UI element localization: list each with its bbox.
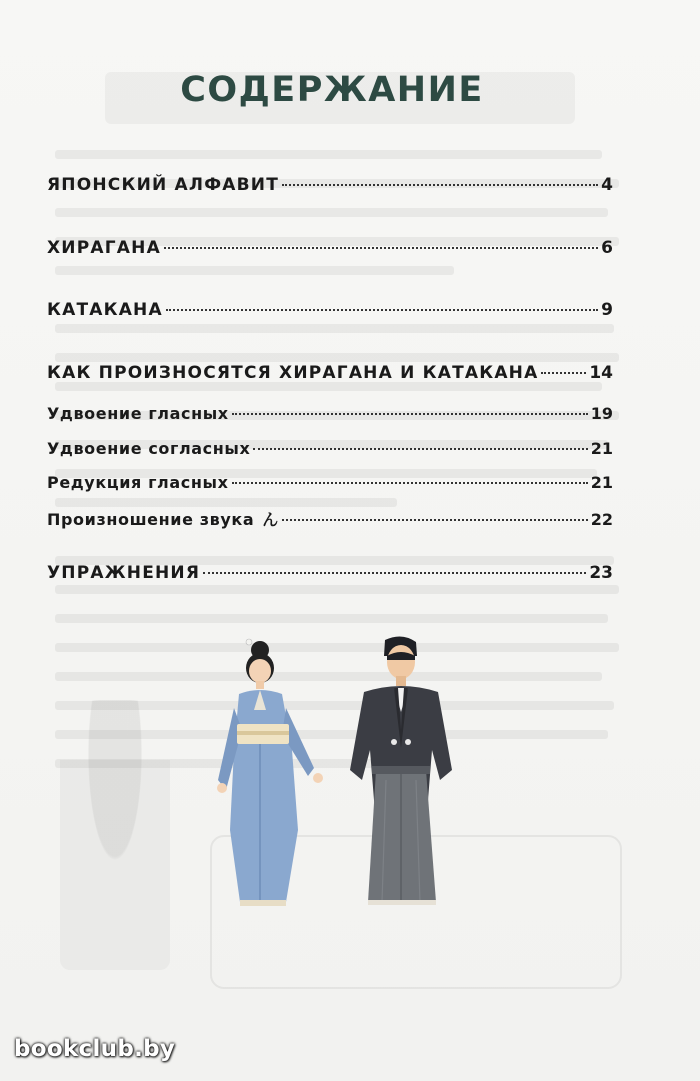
toc-entry-katakana[interactable] (47, 300, 613, 320)
toc-entry-page: 6 (601, 238, 613, 258)
toc-entry-label: УПРАЖНЕНИЯ (47, 563, 201, 583)
toc-entry-label: КАК ПРОИЗНОСЯТСЯ ХИРАГАНА И КАТАКАНА (47, 363, 539, 383)
man-in-hakama-illustration (350, 636, 452, 905)
toc-entry-label: Удвоение согласных (47, 439, 251, 458)
toc-entry-page: 22 (590, 510, 613, 529)
toc-entry-hiragana[interactable] (47, 238, 613, 258)
woman-in-kimono-illustration (217, 639, 323, 906)
toc-entry-n-sound[interactable] (47, 507, 613, 530)
dot-leader (253, 448, 587, 450)
dot-leader (166, 309, 598, 311)
toc-entry-label: КАТАКАНА (47, 300, 163, 320)
toc-entry-japanese-alphabet[interactable] (47, 175, 613, 195)
toc-entry-label: Удвоение гласных (47, 404, 229, 423)
dot-leader (164, 247, 598, 249)
show-through-figure (60, 700, 170, 970)
dot-leader (282, 184, 598, 186)
toc-entry-exercises[interactable] (47, 563, 613, 583)
couple-illustration (212, 630, 472, 915)
toc-entry-vowel-reduction[interactable] (47, 473, 613, 492)
dot-leader (541, 372, 586, 374)
toc-entry-page: 21 (590, 439, 613, 458)
dot-leader (203, 572, 586, 574)
toc-entry-label: ЯПОНСКИЙ АЛФАВИТ (47, 175, 280, 195)
toc-entry-page: 21 (590, 473, 613, 492)
toc-entry-consonant-doubling[interactable] (47, 439, 613, 458)
dot-leader (232, 413, 588, 415)
page-title: СОДЕРЖАНИЕ (180, 70, 484, 110)
dot-leader (282, 519, 588, 521)
toc-entry-page: 9 (601, 300, 613, 320)
watermark: bookclub.by (14, 1036, 176, 1062)
toc-entry-label: ХИРАГАНА (47, 238, 161, 258)
kana-n-glyph: ん (262, 510, 279, 529)
toc-entry-page: 19 (590, 404, 613, 423)
toc-entry-page: 4 (601, 175, 613, 195)
toc-entry-page: 23 (589, 563, 613, 583)
toc-entry-pronunciation[interactable] (47, 363, 613, 383)
toc-entry-page: 14 (589, 363, 613, 383)
toc-entry-vowel-doubling[interactable] (47, 404, 613, 423)
toc-entry-label: Произношение звука (47, 510, 255, 529)
dot-leader (232, 482, 588, 484)
toc-entry-label: Редукция гласных (47, 473, 229, 492)
